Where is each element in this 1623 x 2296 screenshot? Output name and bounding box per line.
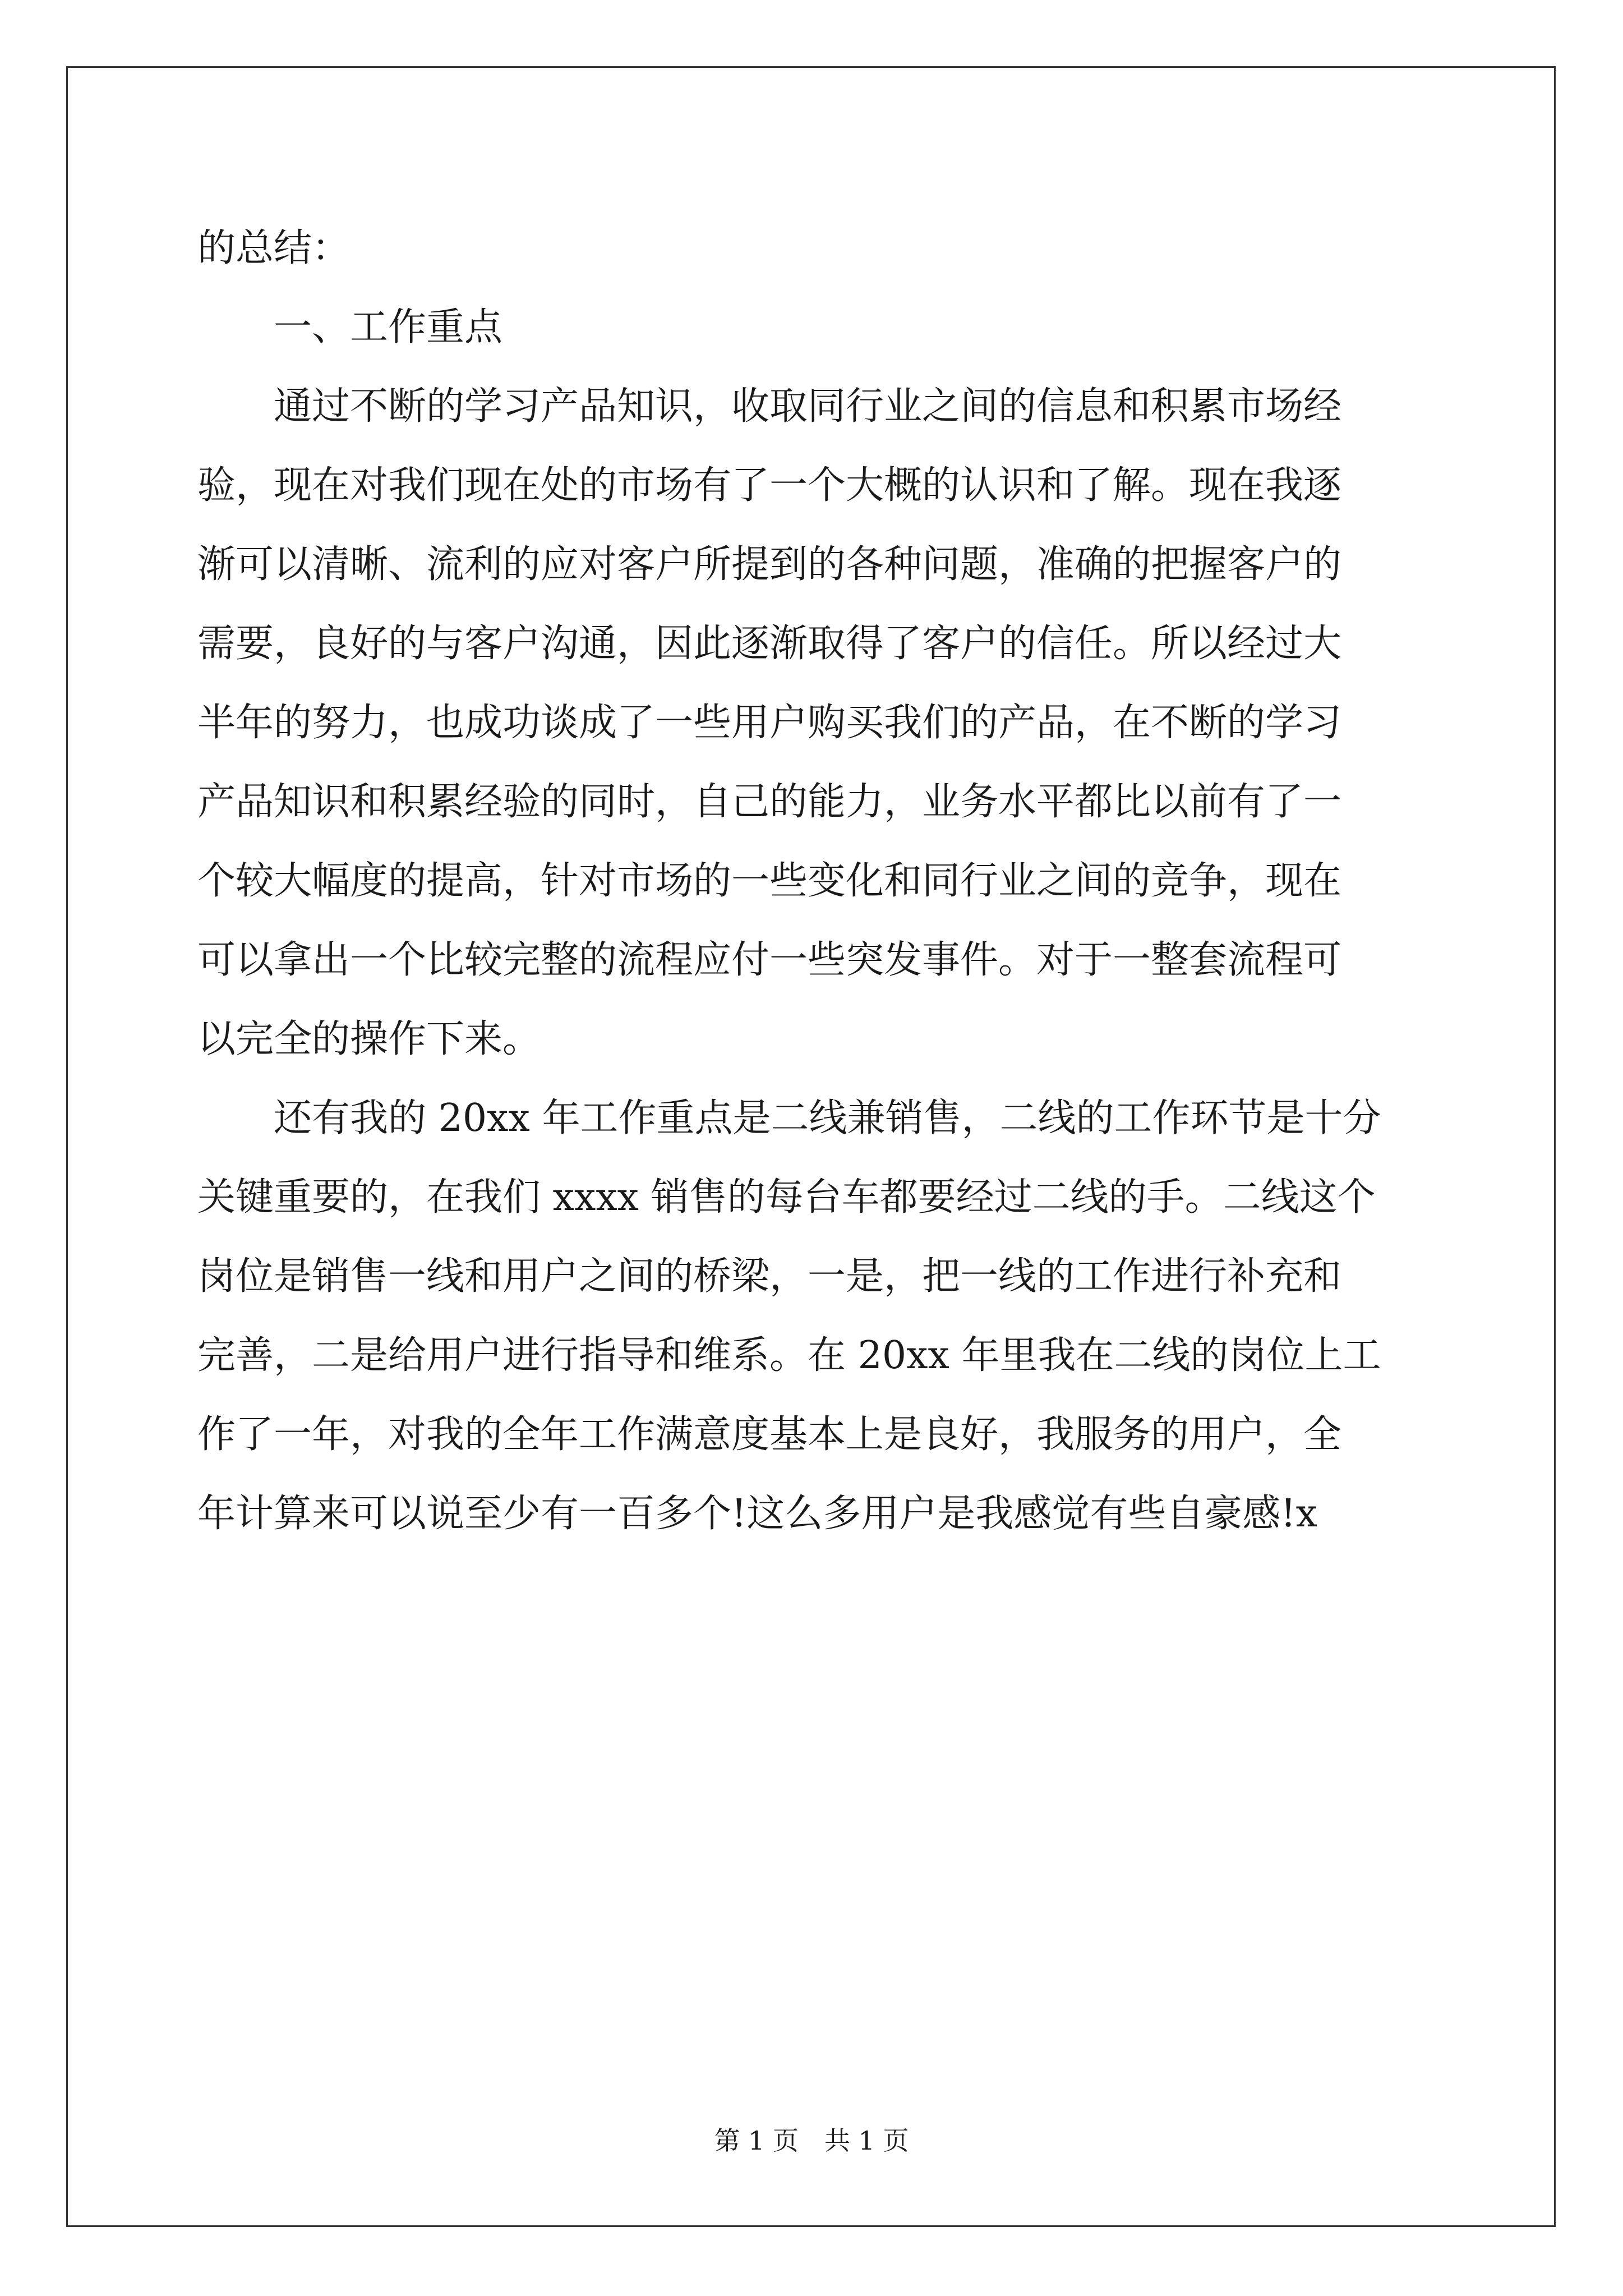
text-line: 完善，二是给用户进行指导和维系。在 20xx 年里我在二线的岗位上工 bbox=[197, 1333, 1381, 1378]
document-body bbox=[197, 209, 1431, 1553]
text-line: 以完全的操作下来。 bbox=[197, 1017, 541, 1061]
text-line: 渐可以清晰、流利的应对客户所提到的各种问题，准确的把握客户的 bbox=[197, 542, 1342, 587]
section-heading: 一、工作重点 bbox=[274, 305, 503, 349]
text-line: 产品知识和积累经验的同时，自己的能力，业务水平都比以前有了一 bbox=[197, 780, 1342, 824]
page-footer: 第 1 页 共 1 页 bbox=[714, 2125, 909, 2156]
text-line: 岗位是销售一线和用户之间的桥梁，一是，把一线的工作进行补充和 bbox=[197, 1254, 1342, 1299]
text-line: 需要，良好的与客户沟通，因此逐渐取得了客户的信任。所以经过大 bbox=[197, 622, 1342, 666]
text-line: 的总结： bbox=[197, 226, 351, 270]
text-line: 年计算来可以说至少有一百多个!这么多用户是我感觉有些自豪感!x bbox=[197, 1492, 1318, 1536]
text-line: 作了一年，对我的全年工作满意度基本上是良好，我服务的用户，全 bbox=[197, 1412, 1342, 1457]
text-line: 还有我的 20xx 年工作重点是二线兼销售，二线的工作环节是十分 bbox=[274, 1096, 1381, 1140]
text-line: 可以拿出一个比较完整的流程应付一些突发事件。对于一整套流程可 bbox=[197, 938, 1342, 982]
text-line: 个较大幅度的提高，针对市场的一些变化和同行业之间的竞争，现在 bbox=[197, 859, 1342, 903]
text-line: 关键重要的，在我们 xxxx 销售的每台车都要经过二线的手。二线这个 bbox=[197, 1175, 1376, 1220]
text-line: 验，现在对我们现在处的市场有了一个大概的认识和了解。现在我逐 bbox=[197, 463, 1342, 508]
text-line: 半年的努力，也成功谈成了一些用户购买我们的产品，在不断的学习 bbox=[197, 701, 1342, 745]
text-line: 通过不断的学习产品知识，收取同行业之间的信息和积累市场经 bbox=[274, 384, 1342, 429]
